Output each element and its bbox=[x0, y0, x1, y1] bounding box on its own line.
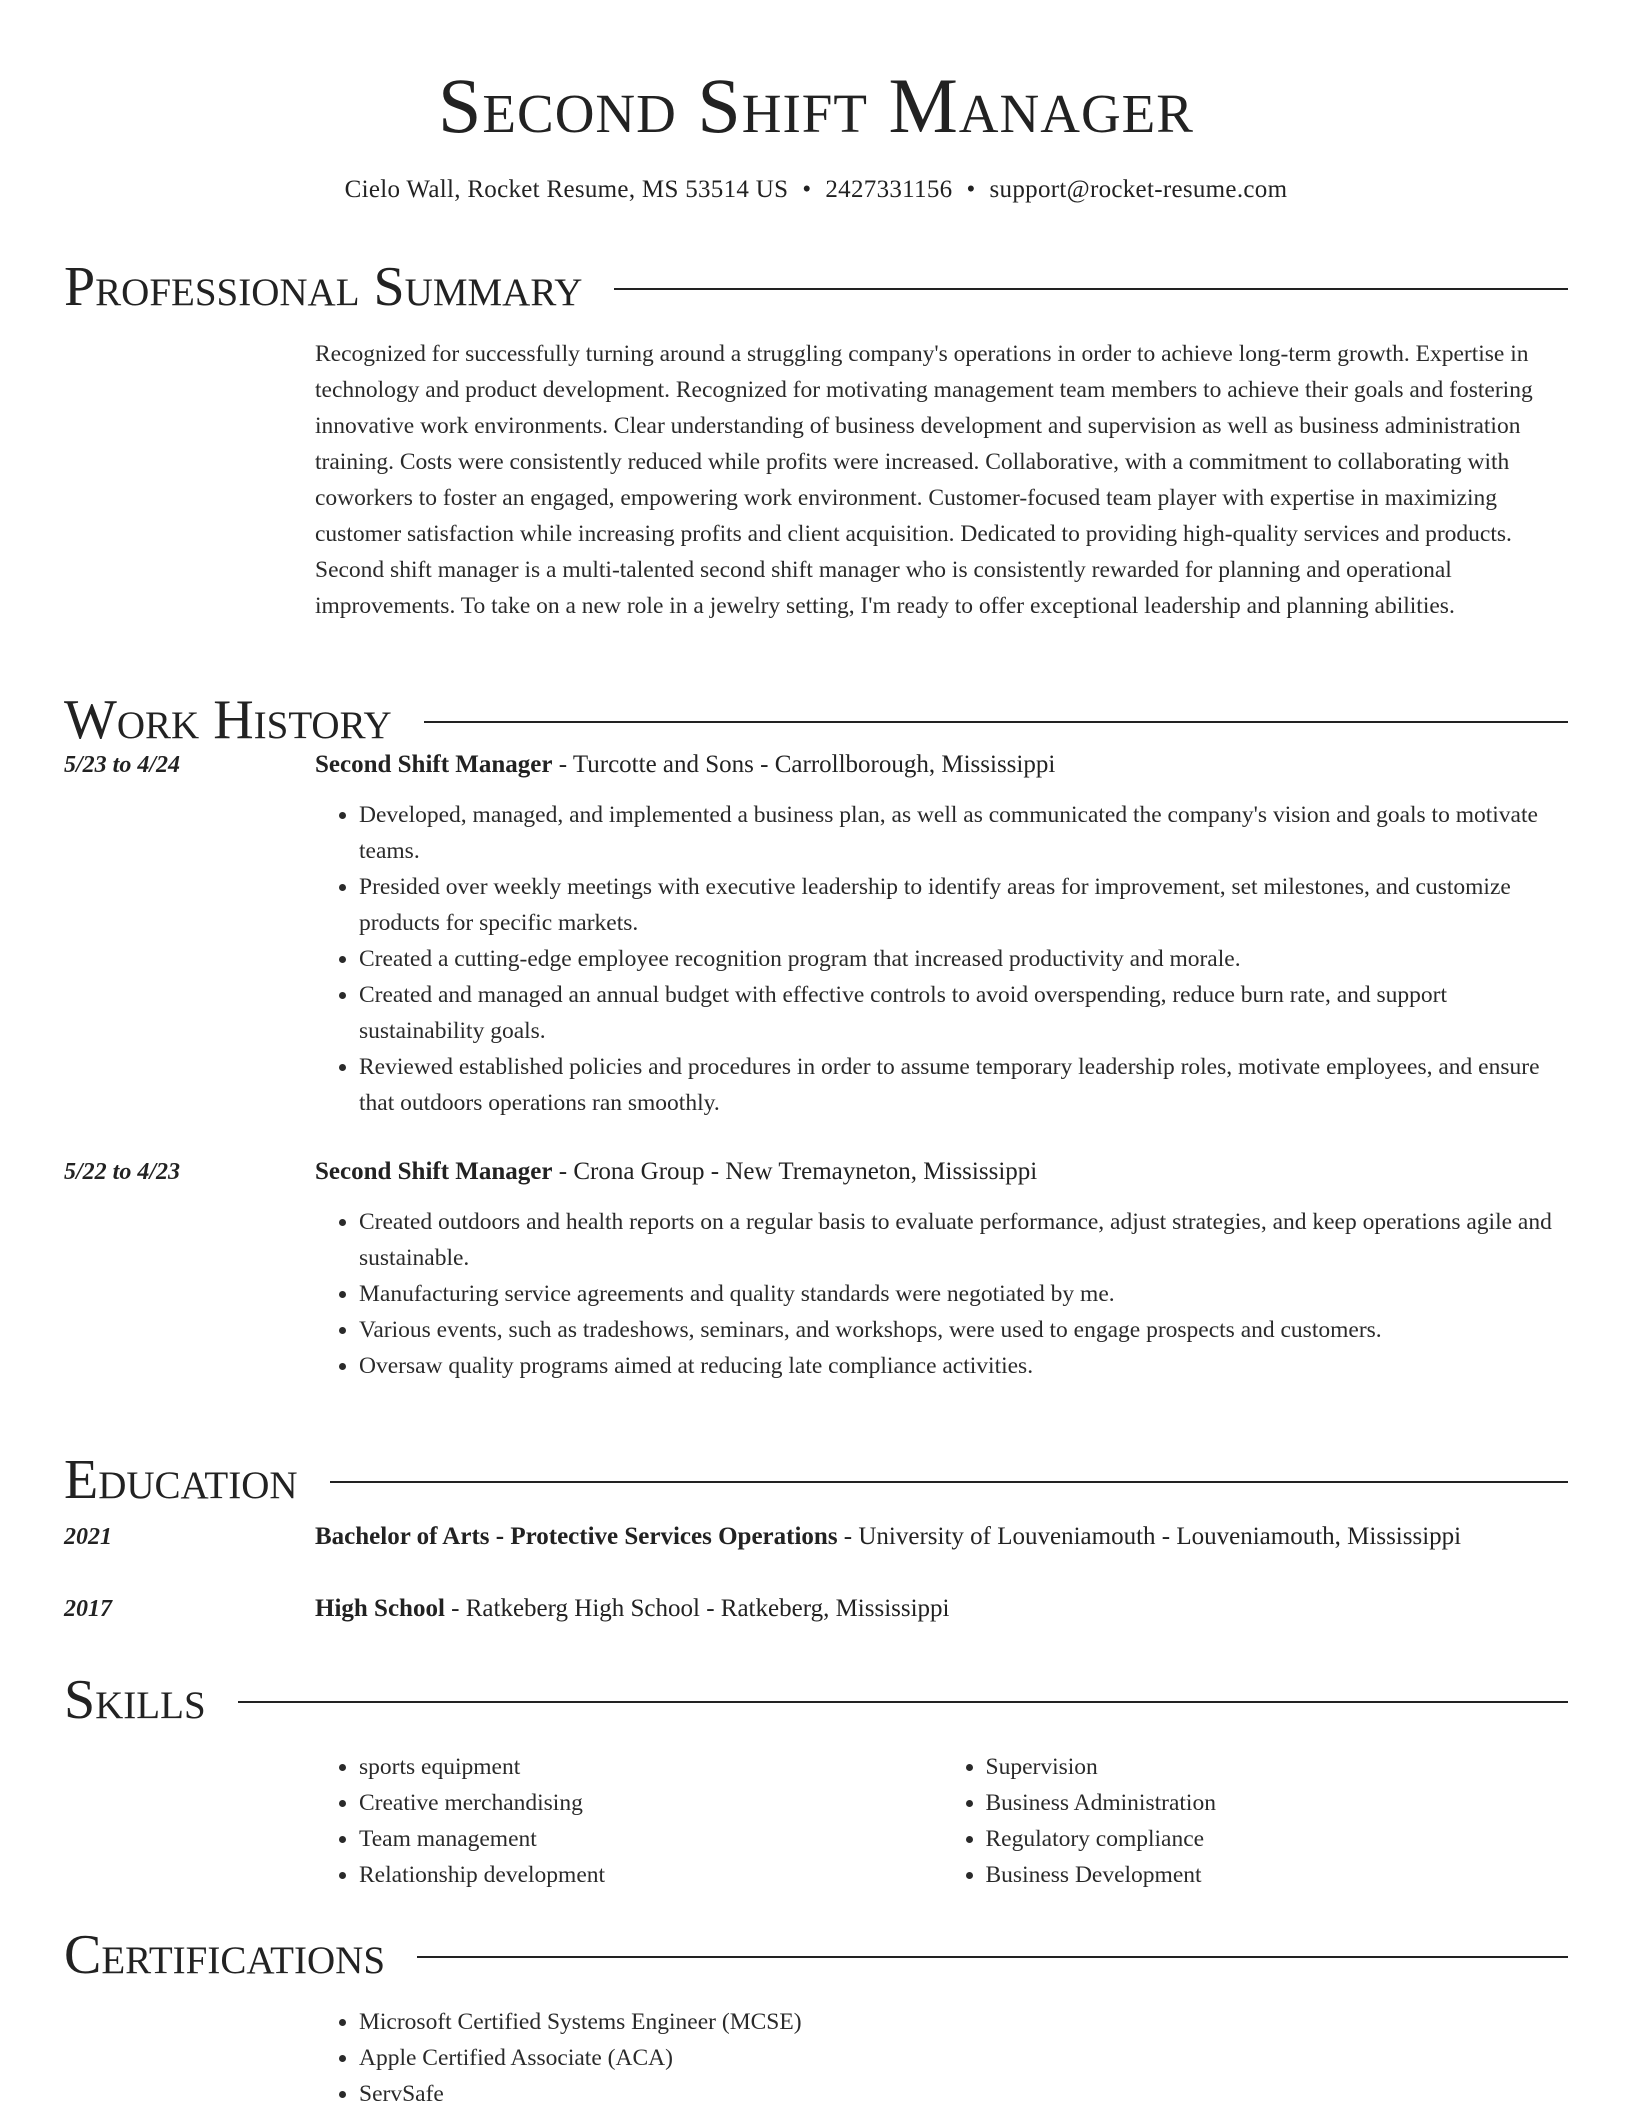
job-bullets bbox=[315, 1204, 1568, 1384]
contact-separator: • bbox=[966, 176, 976, 203]
education-year: 2017 bbox=[64, 1596, 112, 1622]
job-company-location: - Turcotte and Sons - Carrollborough, Mississippi bbox=[552, 751, 1056, 778]
section-header bbox=[64, 1665, 1568, 1735]
job-bullet: • Developed, managed, and implemented a business plan, as well as communicated the company's vision and goals to motivate teams. bbox=[359, 797, 1568, 869]
education-heading bbox=[315, 1591, 1568, 1627]
job-bullet: • Various events, such as tradeshows, seminars, and workshops, were used to engage prospects and customers. bbox=[359, 1312, 1568, 1348]
education-degree: High School bbox=[315, 1595, 445, 1622]
certification-item: • ServSafe bbox=[359, 2076, 1568, 2112]
skill-item: • Business Administration bbox=[986, 1785, 1569, 1821]
job-bullet: • Manufacturing service agreements and quality standards were negotiated by me. bbox=[359, 1276, 1568, 1312]
certification-item: • Apple Certified Associate (ACA) bbox=[359, 2040, 1568, 2076]
contact-line bbox=[0, 172, 1632, 208]
resume-name: Second Shift Manager bbox=[438, 62, 1194, 149]
contact-separator: • bbox=[802, 176, 812, 203]
section-divider bbox=[417, 1956, 1568, 1958]
summary-text: Recognized for successfully turning around a struggling company's operations in order to achieve long-term growth. Expertise in technology and product development. Recognized for motivating management team members to achieve their goals and fostering innovative work environments. Clear understanding of business development and supervision as well as business administration training. Costs were consistently reduced while profits were increased. Collaborative, with a commitment to collaborating with coworkers to foster an engaged, empowering work environment. Customer-focused team player with expertise in maximizing customer satisfaction while increasing profits and client acquisition. Dedicated to providing high-quality services and products. Second shift manager is a multi-talented second shift manager who is consistently rewarded for planning and operational improvements. To take on a new role in a jewelry setting, I'm ready to offer exceptional leadership and planning abilities. bbox=[315, 341, 1533, 619]
certification-item: • Microsoft Certified Systems Engineer (MCSE) bbox=[359, 2004, 1568, 2040]
education-school: - University of Louveniamouth - Louveniamouth, Mississippi bbox=[837, 1523, 1462, 1550]
job-entry bbox=[64, 747, 1568, 1121]
skill-item: • Business Development bbox=[986, 1857, 1569, 1893]
job-dates: 5/23 to 4/24 bbox=[64, 752, 181, 778]
contact-email: support@rocket-resume.com bbox=[989, 176, 1288, 203]
section-header bbox=[64, 685, 1568, 755]
contact-address: Cielo Wall, Rocket Resume, MS 53514 US bbox=[344, 176, 789, 203]
section-header bbox=[64, 1920, 1568, 1990]
certifications-block bbox=[315, 2004, 1568, 2112]
section-header bbox=[64, 252, 1568, 322]
section-title-education: Education bbox=[64, 1449, 298, 1511]
work-history-section bbox=[64, 685, 1568, 1384]
skills-list-left bbox=[315, 1749, 942, 1893]
job-heading bbox=[315, 747, 1568, 783]
section-header bbox=[64, 1445, 1568, 1515]
section-title-certifications: Certifications bbox=[64, 1924, 386, 1986]
skill-item: • Creative merchandising bbox=[359, 1785, 942, 1821]
section-title-work-history: Work History bbox=[64, 689, 392, 751]
education-section bbox=[64, 1445, 1568, 1627]
skills-list-right bbox=[942, 1749, 1569, 1893]
skills-columns bbox=[315, 1749, 1568, 1893]
job-bullet: • Oversaw quality programs aimed at reducing late compliance activities. bbox=[359, 1348, 1568, 1384]
job-bullet: • Created a cutting-edge employee recognition program that increased productivity and morale. bbox=[359, 941, 1568, 977]
job-role: Second Shift Manager bbox=[315, 1158, 553, 1185]
section-divider bbox=[330, 1481, 1568, 1483]
summary-section bbox=[64, 252, 1568, 624]
job-entry bbox=[64, 1154, 1568, 1384]
education-entry bbox=[64, 1591, 1568, 1627]
section-divider bbox=[424, 721, 1568, 723]
section-title-skills: Skills bbox=[64, 1669, 206, 1731]
skill-item: • Relationship development bbox=[359, 1857, 942, 1893]
education-entry bbox=[64, 1519, 1568, 1555]
skill-item: • sports equipment bbox=[359, 1749, 942, 1785]
job-bullets bbox=[315, 797, 1568, 1121]
skill-item: • Team management bbox=[359, 1821, 942, 1857]
job-bullet: • Presided over weekly meetings with executive leadership to identify areas for improvement, set milestones, and customize products for specific markets. bbox=[359, 869, 1568, 941]
job-body bbox=[315, 1154, 1568, 1384]
certifications-section bbox=[64, 1920, 1568, 2112]
education-school: - Ratkeberg High School - Ratkeberg, Mississippi bbox=[444, 1595, 950, 1622]
job-role: Second Shift Manager bbox=[315, 751, 553, 778]
skill-item: • Regulatory compliance bbox=[986, 1821, 1569, 1857]
job-bullet: • Reviewed established policies and procedures in order to assume temporary leadership roles, motivate employees, and ensure that outdoors operations ran smoothly. bbox=[359, 1049, 1568, 1121]
job-dates: 5/22 to 4/23 bbox=[64, 1159, 181, 1185]
skills-section bbox=[64, 1665, 1568, 1893]
job-bullet: • Created outdoors and health reports on a regular basis to evaluate performance, adjust strategies, and keep operations agile and sustainable. bbox=[359, 1204, 1568, 1276]
section-divider bbox=[614, 288, 1568, 290]
education-year: 2021 bbox=[64, 1524, 112, 1550]
section-divider bbox=[238, 1701, 1568, 1703]
job-body bbox=[315, 747, 1568, 1121]
job-heading bbox=[315, 1154, 1568, 1190]
education-heading bbox=[315, 1519, 1568, 1555]
section-title-summary: Professional Summary bbox=[64, 256, 583, 318]
skill-item: • Supervision bbox=[986, 1749, 1569, 1785]
job-company-location: - Crona Group - New Tremayneton, Mississippi bbox=[552, 1158, 1038, 1185]
job-bullet: • Created and managed an annual budget with effective controls to avoid overspending, reduce burn rate, and support sustainability goals. bbox=[359, 977, 1568, 1049]
certifications-list bbox=[315, 2004, 1568, 2112]
contact-phone: 2427331156 bbox=[825, 176, 953, 203]
education-degree: Bachelor of Arts - Protective Services Operations bbox=[315, 1523, 838, 1550]
